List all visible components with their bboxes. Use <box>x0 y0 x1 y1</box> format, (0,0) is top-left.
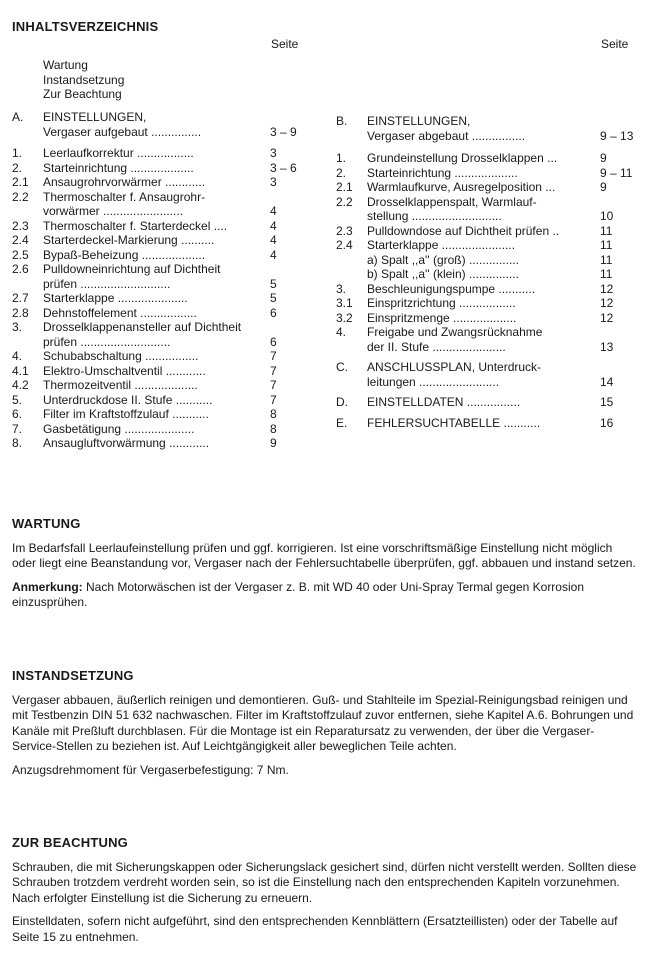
toc-entry-line <box>12 364 312 379</box>
toc-entry-number: 7. <box>12 421 23 436</box>
toc-entry-text: prüfen ........................... <box>43 276 171 291</box>
toc-entry-page: 5 <box>270 276 277 291</box>
toc-entry-text: Filter im Kraftstoffzulauf ........... <box>43 407 209 421</box>
toc-entry-line <box>336 296 646 311</box>
toc-entry-page: 3 – 9 <box>270 124 297 139</box>
toc-entry-line <box>12 277 312 292</box>
toc-entry-text: Vergaser aufgebaut ............... <box>43 124 202 139</box>
toc-intro-item: Instandsetzung <box>43 72 125 87</box>
toc-entry <box>12 146 312 161</box>
toc-entry-text: Ansaugrohrvorwärmer ............ <box>43 175 206 189</box>
toc-entry <box>12 378 312 393</box>
toc-entry-page: 3 <box>270 146 277 160</box>
toc-entry <box>336 253 646 268</box>
toc-entry-line <box>336 375 646 390</box>
toc-entry-page: 9 – 11 <box>600 165 633 180</box>
zur-beachtung-section <box>12 836 638 945</box>
toc-entry-page: 4 <box>270 218 277 233</box>
toc-entry <box>12 161 312 176</box>
toc-entry <box>336 282 646 297</box>
instandsetzung-torque: Anzugsdrehmoment für Vergaserbefestigung: 7 Nm. <box>12 762 289 777</box>
toc-entry-line <box>12 190 312 205</box>
toc-entry-line <box>12 335 312 350</box>
toc-entry-number: 5. <box>12 392 23 407</box>
toc-entry <box>12 110 312 139</box>
toc-entry-number: 2.1 <box>336 180 353 194</box>
toc-entry-number: 3.2 <box>336 310 353 325</box>
toc-entry-page: 7 <box>270 363 277 378</box>
toc-entry-line <box>12 262 312 277</box>
toc-entry-number: 2.2 <box>12 189 29 204</box>
toc-entry <box>336 416 646 431</box>
toc-entry-line <box>336 195 646 210</box>
toc-entry <box>336 325 646 354</box>
toc-entry-text: Starterklappe ..................... <box>43 291 188 305</box>
toc-entry-page: 3 <box>270 175 277 189</box>
toc-seite-header-right: Seite <box>601 37 629 51</box>
toc-entry-number: D. <box>336 395 348 409</box>
toc-entry-number: 3. <box>12 320 23 334</box>
toc-entry <box>336 151 646 166</box>
toc-entry-number: 2.3 <box>336 223 353 238</box>
toc-entry-text: Pulldowneinrichtung auf Dichtheit <box>43 262 221 276</box>
wartung-heading: WARTUNG <box>12 516 81 531</box>
toc-entry <box>336 180 646 195</box>
toc-entry-number: 1. <box>336 151 347 165</box>
toc-entry-page: 9 – 13 <box>600 128 634 143</box>
toc-entry-line <box>336 282 646 297</box>
toc-entry-page: 9 <box>600 180 607 194</box>
toc-entry-number: 2.5 <box>12 247 29 262</box>
toc-entry-number: 2.1 <box>12 175 29 189</box>
toc-entry-line <box>336 360 646 375</box>
toc-entry-line <box>12 407 312 422</box>
toc-entry-page: 14 <box>600 374 614 389</box>
toc-entry-number: 1. <box>12 146 23 160</box>
toc-entry-line <box>336 151 646 166</box>
wartung-note <box>12 580 638 611</box>
toc-entry-text: Thermoschalter f. Starterdeckel .... <box>43 218 228 233</box>
toc-entry-page: 8 <box>270 421 277 436</box>
toc-entry-number: 2.3 <box>12 218 29 233</box>
toc-entry-text: Elektro-Umschaltventil ............ <box>43 363 206 378</box>
toc-entry-line <box>336 166 646 181</box>
toc-entry-text: a) Spalt ,,a'' (groß) ............... <box>367 252 519 267</box>
toc-entry-text: Thermoschalter f. Ansaugrohr- <box>43 189 206 204</box>
toc-entry-line <box>336 311 646 326</box>
toc-entry-page: 11 <box>600 267 613 281</box>
toc-entry-text: Grundeinstellung Drosselklappen ... <box>367 151 558 165</box>
toc-entry <box>12 422 312 437</box>
toc-entry-page: 10 <box>600 209 614 223</box>
toc-entry-text: Warmlaufkurve, Ausregelposition ... <box>367 180 556 194</box>
instandsetzung-section <box>12 669 638 778</box>
toc-entry-text: Einspritzmenge ................... <box>367 310 517 325</box>
toc-entry-line <box>336 416 646 431</box>
toc-entry-text: Unterdruckdose II. Stufe ........... <box>43 392 213 407</box>
toc-entry-line <box>336 253 646 268</box>
toc-entry-text: Drosselklappenansteller auf Dichtheit <box>43 320 242 334</box>
instandsetzung-heading: INSTANDSETZUNG <box>12 668 134 683</box>
toc-entry-text: der II. Stufe ...................... <box>367 339 506 354</box>
toc-intro-item: Wartung <box>43 58 88 72</box>
toc-entry-line <box>336 238 646 253</box>
toc-entry-page: 6 <box>270 305 277 320</box>
toc-entry-number: 3.1 <box>336 296 353 310</box>
toc-entry-text: Freigabe und Zwangsrücknahme <box>367 325 543 339</box>
toc-entry-number: 2.6 <box>12 262 29 276</box>
toc-entry-text: Pulldowndose auf Dichtheit prüfen .. <box>367 223 560 238</box>
toc-entry-text: stellung ........................... <box>367 209 502 223</box>
toc-entry-page: 7 <box>270 392 277 407</box>
wartung-paragraph: Im Bedarfsfall Leerlaufeinstellung prüfen und ggf. korrigieren. Ist eine vorschriftsmäßige Einstellung nicht möglich oder liegt eine Beanstandung vor, Vergaser nach der Fehlersuchtabelle überprüfen, ggf. abbauen und instand setzen. <box>12 540 636 570</box>
toc-entry <box>336 166 646 181</box>
toc-entry <box>336 311 646 326</box>
toc-entry-line <box>336 224 646 239</box>
toc-entry-page: 11 <box>600 238 613 252</box>
toc-entry-number: 2.7 <box>12 291 29 305</box>
instandsetzung-paragraph: Vergaser abbauen, äußerlich reinigen und demontieren. Guß- und Stahlteile im Spezial-Reinigungsbad reinigen und mit Testbenzin DIN 51 632 nachwaschen. Filter im Kraftstoffzulauf zuvor entfernen, siehe Kapitel A.6. Bohrungen und Kanäle mit Preßluft durchblasen. Für die Montage ist ein Reparatursatz zu verwenden, der über die Vergaser-Service-Stellen zu beziehen ist. Auf Leichtgängigkeit aller beweglichen Teile achten. <box>12 692 634 753</box>
toc-entry-line <box>12 125 312 140</box>
toc-entry-page: 6 <box>270 334 277 349</box>
toc-entry-line <box>12 146 312 161</box>
toc-entry-page: 4 <box>270 247 277 262</box>
toc-entry-text: Einspritzrichtung ................. <box>367 296 516 310</box>
toc-right-column <box>336 114 646 430</box>
toc-entry <box>12 349 312 364</box>
toc-entry <box>336 195 646 224</box>
toc-left-column <box>12 110 312 451</box>
toc-entry-number: 4. <box>336 325 347 339</box>
toc-entry <box>12 219 312 234</box>
toc-entry-text: Starterklappe ...................... <box>367 238 516 252</box>
toc-entry <box>336 395 646 410</box>
toc-entry-line <box>12 291 312 306</box>
toc-entry-line <box>12 110 312 125</box>
toc-entry <box>336 360 646 389</box>
toc-entry <box>12 291 312 306</box>
toc-entry <box>336 267 646 282</box>
toc-entry-page: 15 <box>600 395 614 409</box>
toc-entry-text: prüfen ........................... <box>43 334 171 349</box>
toc-entry <box>336 224 646 239</box>
toc-seite-header-left: Seite <box>271 37 299 51</box>
toc-entry-line <box>12 233 312 248</box>
toc-entry-text: Leerlaufkorrektur ................. <box>43 146 194 160</box>
toc-entry <box>12 364 312 379</box>
toc-entry-line <box>336 114 646 129</box>
toc-entry-page: 11 <box>600 223 613 238</box>
toc-entry-page: 3 – 6 <box>270 160 297 175</box>
toc-entry-number: 4. <box>12 349 23 363</box>
toc-entry-number: C. <box>336 360 348 374</box>
toc-entry-text: ANSCHLUSSPLAN, Unterdruck- <box>367 360 542 374</box>
toc-entry-line <box>12 378 312 393</box>
toc-entry-text: EINSTELLUNGEN, <box>43 110 147 124</box>
toc-entry-text: Starteinrichtung ................... <box>367 165 518 180</box>
toc-entry <box>336 114 646 143</box>
toc-entry-text: Drosselklappenspalt, Warmlauf- <box>367 194 537 209</box>
toc-entry-text: EINSTELLUNGEN, <box>367 114 471 128</box>
toc-entry-page: 9 <box>270 436 277 450</box>
toc-entry-page: 12 <box>600 296 614 310</box>
toc-entry <box>336 296 646 311</box>
wartung-note-label: Anmerkung: <box>12 579 83 594</box>
toc-entry-page: 8 <box>270 407 277 421</box>
toc-entry-line <box>336 267 646 282</box>
toc-entry-text: leitungen ........................ <box>367 374 500 389</box>
toc-entry-text: Starteinrichtung ................... <box>43 160 194 175</box>
toc-entry-number: B. <box>336 114 348 128</box>
toc-entry-page: 7 <box>270 378 277 392</box>
toc-entry-text: Schubabschaltung ................ <box>43 349 199 363</box>
toc-entry-page: 13 <box>600 339 614 354</box>
wartung-note-text: Nach Motorwäschen ist der Vergaser z. B. mit WD 40 oder Uni-Spray Termal gegen Korrosion einzusprühen. <box>12 579 584 609</box>
toc-entry-number: A. <box>12 110 24 124</box>
toc-entry-number: 8. <box>12 436 23 450</box>
toc-entry <box>336 238 646 253</box>
toc-entry-page: 16 <box>600 415 614 430</box>
toc-entry <box>12 436 312 451</box>
toc-entry-page: 5 <box>270 291 277 305</box>
toc-entry-line <box>12 436 312 451</box>
toc-entry <box>12 233 312 248</box>
toc-entry-line <box>12 422 312 437</box>
toc-entry <box>12 393 312 408</box>
zur-beachtung-paragraph-2: Einstelldaten, sofern nicht aufgeführt, sind den entsprechenden Kennblättern (Ersatzteillisten) oder der Tabelle auf Seite 15 zu entnehmen. <box>12 914 618 944</box>
toc-entry-page: 9 <box>600 151 607 165</box>
toc-entry-line <box>12 393 312 408</box>
toc-entry-number: E. <box>336 415 348 430</box>
zur-beachtung-heading: ZUR BEACHTUNG <box>12 835 128 850</box>
toc-entry-line <box>336 129 646 144</box>
toc-entry-page: 11 <box>600 252 613 267</box>
toc-entry-number: 2.4 <box>336 238 353 252</box>
toc-entry-text: Bypaß-Beheizung ................... <box>43 247 206 262</box>
toc-entry <box>12 175 312 190</box>
toc-entry-text: EINSTELLDATEN ................ <box>367 395 521 409</box>
toc-entry-number: 2. <box>336 165 347 180</box>
toc-entry-text: b) Spalt ,,a'' (klein) ............... <box>367 267 519 281</box>
toc-entry-line <box>12 306 312 321</box>
toc-entry-line <box>12 175 312 190</box>
toc-entry <box>12 262 312 291</box>
zur-beachtung-paragraph: Schrauben, die mit Sicherungskappen oder Sicherungslack gesichert sind, dürfen nicht verstellt werden. Sollten diese Schrauben trotzdem verdreht worden sein, so ist die Einstellung nach den entsprechenden Kapiteln vorzunehmen. Nach erfolgter Einstellung ist die Sicherung zu erneuern. <box>12 859 637 905</box>
toc-entry <box>12 248 312 263</box>
toc-entry-page: 4 <box>270 204 277 218</box>
toc-entry-number: 2.2 <box>336 194 353 209</box>
toc-entry-text: vorwärmer ........................ <box>43 204 184 218</box>
toc-entry <box>12 320 312 349</box>
toc-entry-number: 6. <box>12 407 23 421</box>
wartung-section <box>12 517 638 611</box>
toc-entry-text: Beschleunigungspumpe ........... <box>367 281 536 296</box>
toc-entry-text: Starterdeckel-Markierung .......... <box>43 233 215 247</box>
toc-entry-line <box>12 161 312 176</box>
toc-entry-number: 2.4 <box>12 233 29 247</box>
toc-entry-number: 2. <box>12 160 23 175</box>
toc-entry-text: Gasbetätigung ..................... <box>43 421 195 436</box>
toc-entry-number: 2.8 <box>12 305 29 320</box>
toc-entry-line <box>12 248 312 263</box>
toc-intro-list <box>43 58 124 102</box>
toc-entry-line <box>12 320 312 335</box>
toc-entry-text: Thermozeitventil ................... <box>43 378 198 392</box>
toc-entry-line <box>12 349 312 364</box>
toc-entry-line <box>336 340 646 355</box>
toc-entry-number: 4.1 <box>12 363 29 378</box>
toc-entry-page: 7 <box>270 349 277 363</box>
toc-entry-page: 12 <box>600 310 614 325</box>
toc-entry <box>12 190 312 219</box>
toc-entry <box>12 306 312 321</box>
toc-entry <box>12 407 312 422</box>
toc-entry-line <box>336 209 646 224</box>
toc-entry-text: Ansaugluftvorwärmung ............ <box>43 436 210 450</box>
toc-entry-line <box>336 325 646 340</box>
toc-entry-line <box>12 204 312 219</box>
toc-entry-text: Dehnstoffelement ................. <box>43 305 197 320</box>
toc-entry-line <box>336 395 646 410</box>
toc-intro-item: Zur Beachtung <box>43 87 122 101</box>
toc-entry-text: Vergaser abgebaut ................ <box>367 128 526 143</box>
toc-entry-number: 4.2 <box>12 378 29 392</box>
toc-entry-page: 4 <box>270 233 277 247</box>
toc-entry-page: 12 <box>600 281 614 296</box>
toc-title: INHALTSVERZEICHNIS <box>12 19 159 34</box>
toc-entry-line <box>336 180 646 195</box>
toc-entry-number: 3. <box>336 281 347 296</box>
toc-entry-line <box>12 219 312 234</box>
toc-entry-text: FEHLERSUCHTABELLE ........... <box>367 415 541 430</box>
